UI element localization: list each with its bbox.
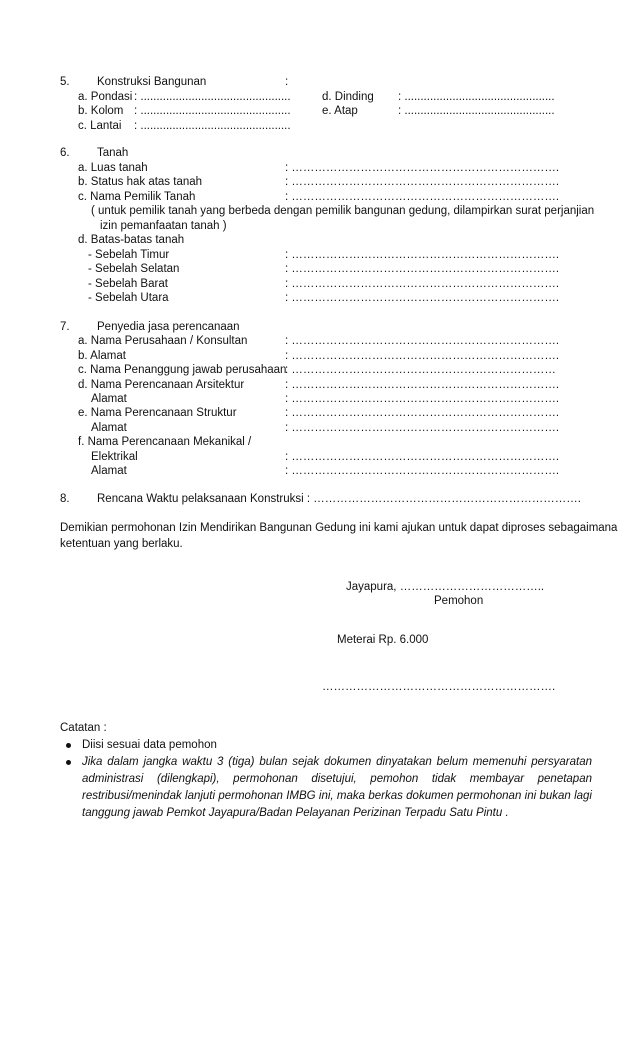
- pemilik-tanah-label: c. Nama Pemilik Tanah: [78, 191, 196, 203]
- mekanikal-alamat-field[interactable]: : …………………………………………………………….: [285, 465, 560, 477]
- pemilik-note-line1: ( untuk pemilik tanah yang berbeda dengan pemilik bangunan gedung, dilampirkan surat perjanjian: [91, 205, 595, 217]
- sebelah-selatan-field[interactable]: : …………………………………………………………….: [285, 263, 560, 275]
- section-6-title: Tanah: [97, 147, 129, 159]
- perencanaan-struktur-field[interactable]: : …………………………………………………………….: [285, 407, 560, 419]
- sebelah-timur-field[interactable]: : …………………………………………………………….: [285, 249, 560, 261]
- pondasi-label: a. Pondasi: [78, 91, 133, 103]
- alamat-perusahaan-field[interactable]: : …………………………………………………………….: [285, 350, 560, 362]
- arsitektur-alamat-field[interactable]: : …………………………………………………………….: [285, 393, 560, 405]
- signature-name-line[interactable]: …………………………………………………….: [322, 681, 556, 693]
- section-7-number: 7.: [60, 321, 70, 333]
- lantai-label: c. Lantai: [78, 120, 122, 132]
- mekanikal-elektrikal-field[interactable]: : …………………………………………………………….: [285, 451, 560, 463]
- mekanikal-alamat-label: Alamat: [91, 465, 127, 477]
- catatan-item-2: Jika dalam jangka waktu 3 (tiga) bulan sejak dokumen dinyatakan belum memenuhi persyaratan administrasi (dilengkapi), permohonan disetujui, pemohon tidak membayar penetapan restribusi/menindak lanjuti permohonan IMBG ini, maka berkas dokumen permohonan ini bukan lagi tanggung jawab Pemkot Jayapura/Badan Pelayanan Perizinan Terpadu Satu Pintu .: [82, 756, 592, 819]
- pemilik-note-line2: izin pemanfaatan tanah ): [100, 220, 227, 232]
- penanggung-jawab-field[interactable]: : ……………………………………………………………: [285, 364, 556, 376]
- section-6-number: 6.: [60, 147, 70, 159]
- pondasi-field[interactable]: : ...............................................: [134, 91, 291, 103]
- catatan-label: Catatan :: [60, 722, 107, 734]
- catatan-item-1: Diisi sesuai data pemohon: [82, 739, 217, 751]
- closing-line-2: ketentuan yang berlaku.: [60, 538, 183, 550]
- pemilik-tanah-field[interactable]: : …………………………………………………………….: [285, 191, 560, 203]
- kolom-label: b. Kolom: [78, 105, 124, 117]
- section-8-title[interactable]: Rencana Waktu pelaksanaan Konstruksi : …………………………………………………………….: [97, 493, 581, 505]
- lantai-field[interactable]: : ...............................................: [134, 120, 291, 132]
- elektrikal-label: Elektrikal: [91, 451, 138, 463]
- section-5-title: Konstruksi Bangunan: [97, 76, 207, 88]
- perencanaan-mekanikal-label: f. Nama Perencanaan Mekanikal /: [78, 436, 252, 448]
- perencanaan-arsitektur-field[interactable]: : …………………………………………………………….: [285, 379, 560, 391]
- batas-tanah-label: d. Batas-batas tanah: [78, 234, 185, 246]
- penanggung-jawab-label: c. Nama Penanggung jawab perusahaan: [78, 364, 287, 376]
- luas-tanah-label: a. Luas tanah: [78, 162, 148, 174]
- section-8-number: 8.: [60, 493, 70, 505]
- signature-role: Pemohon: [434, 595, 484, 607]
- perencanaan-struktur-label: e. Nama Perencanaan Struktur: [78, 407, 237, 419]
- sebelah-selatan-label: - Sebelah Selatan: [88, 263, 180, 275]
- status-hak-field[interactable]: : …………………………………………………………….: [285, 176, 560, 188]
- kolom-field[interactable]: : ...............................................: [134, 105, 291, 117]
- atap-field[interactable]: : ...............................................: [398, 105, 555, 117]
- luas-tanah-field[interactable]: : …………………………………………………………….: [285, 162, 560, 174]
- sebelah-utara-label: - Sebelah Utara: [88, 292, 169, 304]
- nama-perusahaan-label: a. Nama Perusahaan / Konsultan: [78, 335, 248, 347]
- sebelah-timur-label: - Sebelah Timur: [88, 249, 170, 261]
- section-7-title: Penyedia jasa perencanaan: [97, 321, 240, 333]
- arsitektur-alamat-label: Alamat: [91, 393, 127, 405]
- closing-line-1: Demikian permohonan Izin Mendirikan Bangunan Gedung ini kami ajukan untuk dapat diproses sebagaimana: [60, 522, 618, 534]
- bullet-icon: [66, 760, 71, 765]
- dinding-label: d. Dinding: [322, 91, 374, 103]
- struktur-alamat-field[interactable]: : …………………………………………………………….: [285, 422, 560, 434]
- sebelah-utara-field[interactable]: : …………………………………………………………….: [285, 292, 560, 304]
- section-5-colon: :: [285, 76, 289, 88]
- bullet-icon: [66, 743, 71, 748]
- sebelah-barat-field[interactable]: : …………………………………………………………….: [285, 278, 560, 290]
- sebelah-barat-label: - Sebelah Barat: [88, 278, 168, 290]
- struktur-alamat-label: Alamat: [91, 422, 127, 434]
- section-5-number: 5.: [60, 76, 70, 88]
- atap-label: e. Atap: [322, 105, 358, 117]
- alamat-perusahaan-label: b. Alamat: [78, 350, 126, 362]
- nama-perusahaan-field[interactable]: : …………………………………………………………….: [285, 335, 560, 347]
- signature-place-date: Jayapura, ………………………………..: [346, 581, 545, 593]
- dinding-field[interactable]: : ...............................................: [398, 91, 555, 103]
- meterai-label: Meterai Rp. 6.000: [337, 634, 429, 646]
- perencanaan-arsitektur-label: d. Nama Perencanaan Arsitektur: [78, 379, 245, 391]
- status-hak-label: b. Status hak atas tanah: [78, 176, 203, 188]
